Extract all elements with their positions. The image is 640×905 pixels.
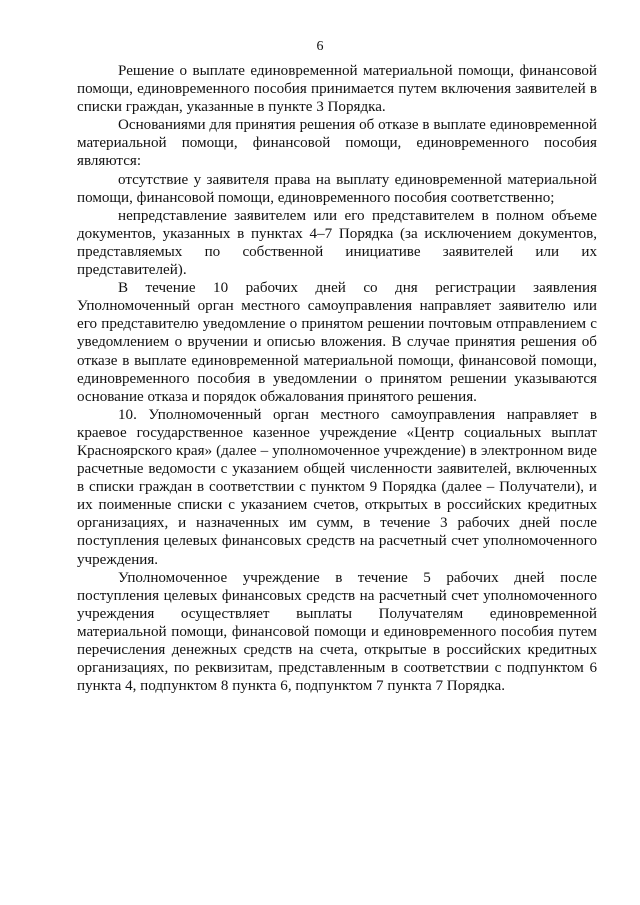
paragraph-item-10: 10. Уполномоченный орган местного самоуправления направляет в краевое государственное казенное учреждение «Центр социальных выплат Красноярского края» (далее – уполномоченное учреждение) в электронном виде расчетные ведомости с указанием общей численности заявителей, включенных в списки граждан в соответствии с пунктом 9 Порядка (далее – Получатели), и их поименные списки с указанием счетов, открытых в российских кредитных организациях, и назначенных им сумм, в течение 3 рабочих дней после поступления целевых финансовых средств на расчетный счет уполномоченного учреждения. [77, 406, 597, 568]
paragraph-ground-missing-documents: непредставление заявителем или его представителем в полном объеме документов, указанных в пунктах 4–7 Порядка (за исключением документов, представляемых по собственной инициативе заявителей или их представителей). [77, 207, 597, 279]
paragraph-decision-payment: Решение о выплате единовременной материальной помощи, финансовой помощи, единовременного пособия принимается путем включения заявителей в списки граждан, указанные в пункте 3 Порядка. [77, 63, 597, 116]
document-body [77, 62, 597, 695]
page-number: 6 [316, 39, 324, 54]
paragraph-payments: Уполномоченное учреждение в течение 5 рабочих дней после поступления целевых финансовых средств на расчетный счет уполномоченного учреждения осуществляет выплаты Получателям единовременной материальной помощи, финансовой помощи и единовременного пособия путем перечисления денежных средств на счета, открытые в российских кредитных организациях, по реквизитам, представленным в соответствии с подпунктом 6 пункта 4, подпунктом 8 пункта 6, подпунктом 7 пункта 7 Порядка. [77, 569, 597, 695]
paragraph-ground-no-right: отсутствие у заявителя права на выплату единовременной материальной помощи, финансовой помощи, единовременного пособия соответственно; [77, 171, 597, 206]
paragraph-notification: В течение 10 рабочих дней со дня регистрации заявления Уполномоченный орган местного самоуправления направляет заявителю или его представителю уведомление о принятом решении почтовым отправлением с уведомлением о вручении и описью вложения. В случае принятия решения об отказе в выплате единовременной материальной помощи, финансовой помощи, единовременного пособия в уведомлении о принятом решении указываются основание отказа и порядок обжалования принятого решения. [77, 280, 597, 405]
paragraph-refusal-grounds: Основаниями для принятия решения об отказе в выплате единовременной материальной помощи, финансовой помощи, единовременного пособия являются: [77, 117, 597, 170]
